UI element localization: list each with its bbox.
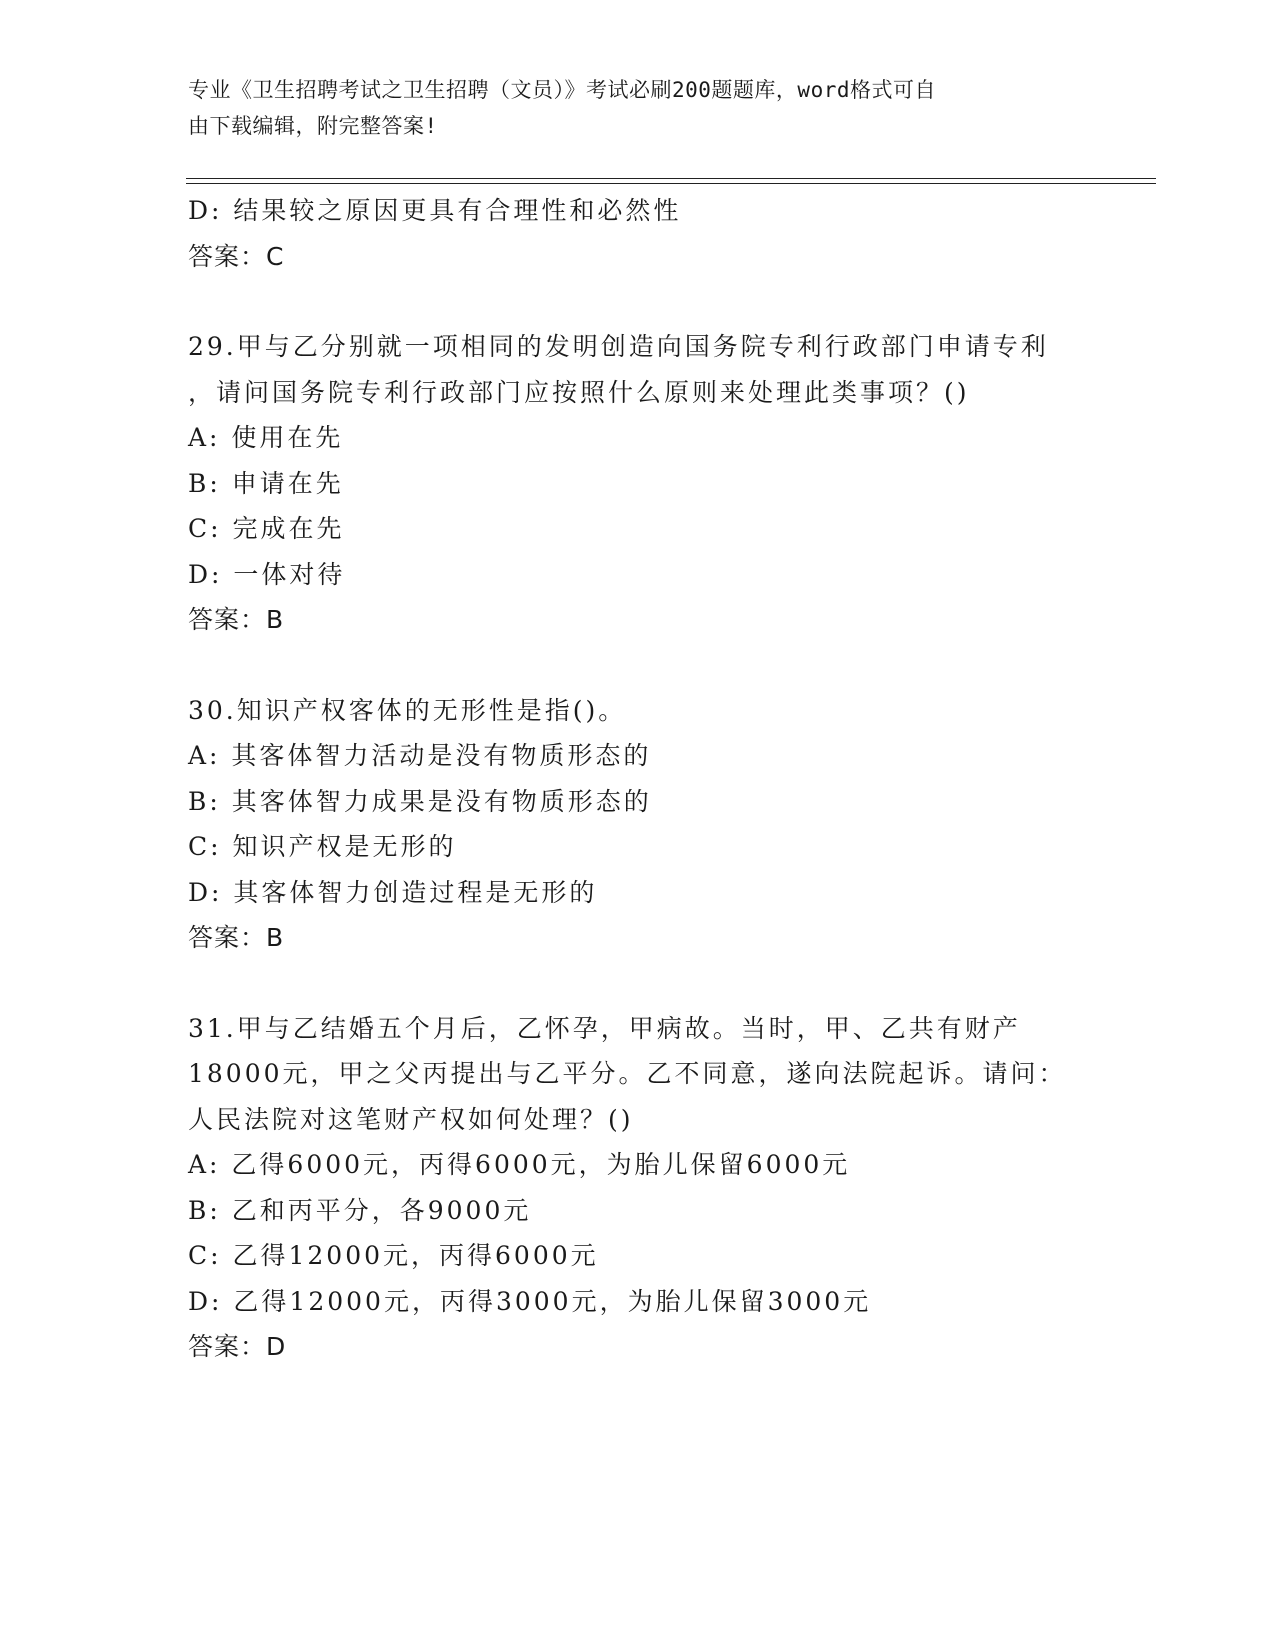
option-a: A: 使用在先 [188, 423, 344, 452]
option-d: D: 一体对待 [188, 559, 346, 589]
question-30 [188, 688, 1068, 961]
question-29 [188, 324, 1068, 643]
question-stem-line: 30.知识产权客体的无形性是指()。 [188, 695, 627, 725]
option-b: B: 其客体智力成果是没有物质形态的 [188, 786, 652, 816]
header-divider-bottom [186, 183, 1156, 184]
option-a: A: 乙得6000元，丙得6000元，为胎儿保留6000元 [188, 1150, 851, 1179]
header-divider-top [186, 178, 1156, 179]
option-b: B: 申请在先 [188, 468, 344, 498]
answer-line: 答案：B [188, 923, 285, 952]
question-stem-line: ，请问国务院专利行政部门应按照什么原则来处理此类事项？() [188, 377, 970, 407]
header-line-2: 由下载编辑，附完整答案! [188, 114, 438, 138]
question-content [188, 188, 1068, 1370]
answer-line: 答案：D [188, 1332, 287, 1361]
question-stem-line: 31.甲与乙结婚五个月后，乙怀孕，甲病故。当时，甲、乙共有财产 [188, 1013, 1021, 1043]
answer-line: 答案：C [188, 241, 285, 271]
option-d: D: 其客体智力创造过程是无形的 [188, 877, 598, 907]
question-31 [188, 1006, 1068, 1370]
option-d: D: 乙得12000元，丙得3000元，为胎儿保留3000元 [188, 1286, 872, 1316]
header-line-1: 专业《卫生招聘考试之卫生招聘（文员）》考试必刷200题题库，word格式可自 [188, 78, 936, 102]
answer-line: 答案：B [188, 605, 285, 634]
option-c: C: 乙得12000元，丙得6000元 [188, 1241, 599, 1270]
question-stem-line: 29.甲与乙分别就一项相同的发明创造向国务院专利行政部门申请专利 [188, 332, 1049, 361]
option-d: D: 结果较之原因更具有合理性和必然性 [188, 196, 682, 225]
document-header [188, 72, 1068, 144]
option-b: B: 乙和丙平分，各9000元 [188, 1195, 532, 1225]
option-c: C: 知识产权是无形的 [188, 832, 457, 861]
option-c: C: 完成在先 [188, 514, 345, 543]
question-stem-line: 18000元，甲之父丙提出与乙平分。乙不同意，遂向法院起诉。请问： [188, 1059, 1067, 1088]
question-stem-line: 人民法院对这笔财产权如何处理？() [188, 1104, 634, 1134]
option-a: A: 其客体智力活动是没有物质形态的 [188, 741, 652, 770]
previous-question-tail [188, 188, 1068, 279]
